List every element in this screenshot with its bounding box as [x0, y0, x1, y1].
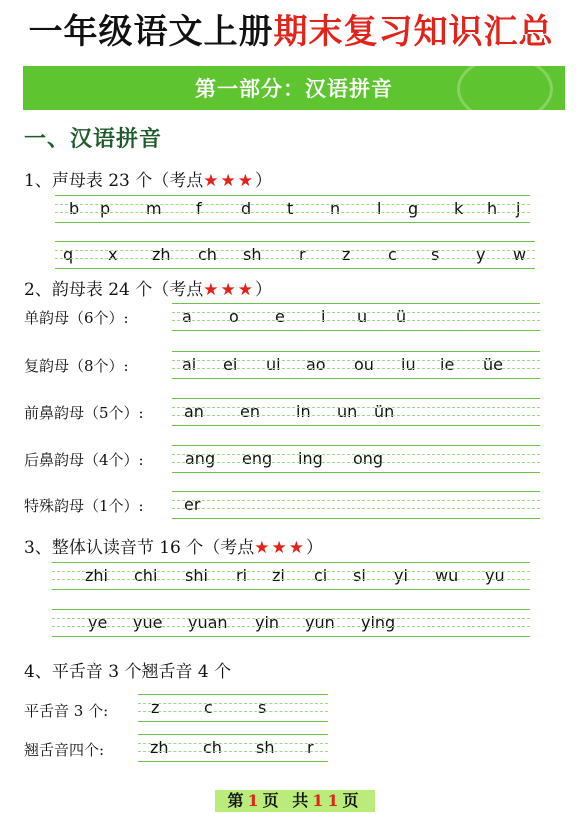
initial-k: k — [454, 199, 464, 218]
final-ve: üe — [483, 355, 503, 374]
final-u: u — [357, 307, 368, 326]
syllable-shi: shi — [185, 566, 208, 585]
retroflex-zh: zh — [150, 738, 169, 757]
syllable-yi: yi — [394, 566, 408, 585]
page-title — [0, 4, 582, 53]
syllable-ying: ying — [361, 613, 396, 632]
initial-r: r — [299, 245, 306, 264]
initial-t: t — [287, 199, 294, 218]
final-ie: ie — [440, 355, 455, 374]
initial-n: n — [330, 199, 341, 218]
final-i: i — [321, 307, 326, 326]
final-a: a — [182, 307, 192, 326]
flat-tongue-label: 平舌音 3 个: — [24, 702, 109, 720]
initial-b: b — [69, 199, 80, 218]
special-final-label: 特殊韵母（1个）: — [24, 497, 144, 515]
s3-heading — [24, 533, 323, 558]
syllable-yun: yun — [305, 613, 335, 632]
final-ang: ang — [185, 449, 216, 468]
syllable-yue: yue — [133, 613, 163, 632]
s1-row1-lines — [55, 195, 530, 223]
initial-q: q — [63, 245, 74, 264]
initial-g: g — [408, 199, 419, 218]
s4-heading: 4、平舌音 3 个翘舌音 4 个 — [24, 662, 232, 682]
s2-heading-close: ） — [255, 280, 272, 300]
section-banner — [23, 66, 565, 110]
s1-heading — [24, 166, 272, 191]
s3-heading-close: ） — [306, 538, 323, 558]
final-ing: ing — [298, 449, 323, 468]
final-an: an — [184, 402, 204, 421]
final-o: o — [229, 307, 239, 326]
back-nasal-finals-lines — [172, 445, 540, 473]
title-red: 期末复习知识汇总 — [273, 12, 554, 52]
s3-stars: ★★★ — [254, 538, 306, 558]
flat-z: z — [151, 698, 160, 717]
final-eng: eng — [242, 449, 273, 468]
syllable-yu: yu — [485, 566, 505, 585]
final-iu: iu — [401, 355, 416, 374]
s2-heading-text: 2、韵母表 24 个（考点 — [24, 280, 204, 300]
final-ou: ou — [354, 355, 374, 374]
syllable-ci: ci — [314, 566, 328, 585]
initial-s: s — [431, 245, 440, 264]
initial-c: c — [388, 245, 397, 264]
initial-m: m — [146, 199, 162, 218]
retroflex-label: 翘舌音四个: — [24, 741, 105, 759]
final-ui: ui — [266, 355, 281, 374]
retroflex-ch: ch — [203, 738, 222, 757]
footer-pre: 第 — [227, 791, 248, 810]
initial-ch: ch — [198, 245, 217, 264]
final-vn: ün — [374, 402, 395, 421]
final-ai: ai — [182, 355, 197, 374]
banner-text: 第一部分：汉语拼音 — [195, 76, 393, 101]
syllable-zhi: zhi — [85, 566, 108, 585]
initial-sh: sh — [243, 245, 262, 264]
footer-post: 页 — [342, 791, 363, 810]
syllable-wu: wu — [435, 566, 459, 585]
flat-c: c — [204, 698, 213, 717]
special-final-lines — [172, 491, 540, 519]
s1-heading-close: ） — [255, 171, 272, 191]
s3-row2-lines — [52, 609, 530, 637]
initial-w: w — [513, 245, 527, 264]
final-er: er — [184, 495, 201, 514]
s1-row2-lines — [55, 241, 535, 269]
final-in: in — [296, 402, 311, 421]
section-heading: 一、汉语拼音 — [24, 126, 163, 152]
s1-heading-text: 1、声母表 23 个（考点 — [24, 171, 204, 191]
s2-stars: ★★★ — [203, 280, 255, 300]
final-ei: ei — [223, 355, 238, 374]
final-ong: ong — [353, 449, 384, 468]
s1-stars: ★★★ — [203, 171, 255, 191]
total-pages: 11 — [312, 791, 343, 810]
page-indicator — [215, 790, 375, 812]
syllable-si: si — [353, 566, 366, 585]
front-nasal-finals-label: 前鼻韵母（5个）: — [24, 404, 144, 422]
front-nasal-finals-lines — [172, 398, 540, 426]
simple-finals-lines — [172, 303, 540, 331]
syllable-ri: ri — [236, 566, 248, 585]
s3-row1-lines — [52, 562, 530, 590]
syllable-yin: yin — [255, 613, 280, 632]
initial-y: y — [476, 245, 486, 264]
simple-finals-label: 单韵母（6个）: — [24, 309, 129, 327]
retroflex-sh: sh — [256, 738, 275, 757]
s2-heading — [24, 275, 272, 300]
syllable-chi: chi — [134, 566, 158, 585]
s3-heading-text: 3、整体认读音节 16 个（考点 — [24, 538, 255, 558]
final-v: ü — [396, 307, 407, 326]
initial-z: z — [342, 245, 351, 264]
final-e: e — [275, 307, 285, 326]
initial-f: f — [196, 199, 202, 218]
initial-l: l — [377, 199, 382, 218]
initial-zh: zh — [152, 245, 171, 264]
banner-decoration — [457, 66, 553, 110]
compound-finals-label: 复韵母（8个）: — [24, 357, 129, 375]
title-black: 一年级语文上册 — [28, 12, 274, 52]
syllable-ye: ye — [88, 613, 108, 632]
initial-j: j — [516, 199, 521, 218]
back-nasal-finals-label: 后鼻韵母（4个）: — [24, 451, 144, 469]
initial-h: h — [487, 199, 498, 218]
initial-p: p — [100, 199, 111, 218]
flat-tongue-lines — [138, 694, 328, 722]
current-page: 1 — [247, 791, 263, 810]
flat-s: s — [258, 698, 267, 717]
compound-finals-lines — [172, 351, 540, 379]
initial-x: x — [108, 245, 118, 264]
final-ao: ao — [306, 355, 326, 374]
retroflex-r: r — [307, 738, 314, 757]
final-en: en — [240, 402, 260, 421]
syllable-zi: zi — [272, 566, 285, 585]
initial-d: d — [241, 199, 252, 218]
retroflex-lines — [138, 734, 328, 762]
syllable-yuan: yuan — [188, 613, 228, 632]
footer-mid: 页 共 — [262, 791, 313, 810]
final-un: un — [337, 402, 358, 421]
